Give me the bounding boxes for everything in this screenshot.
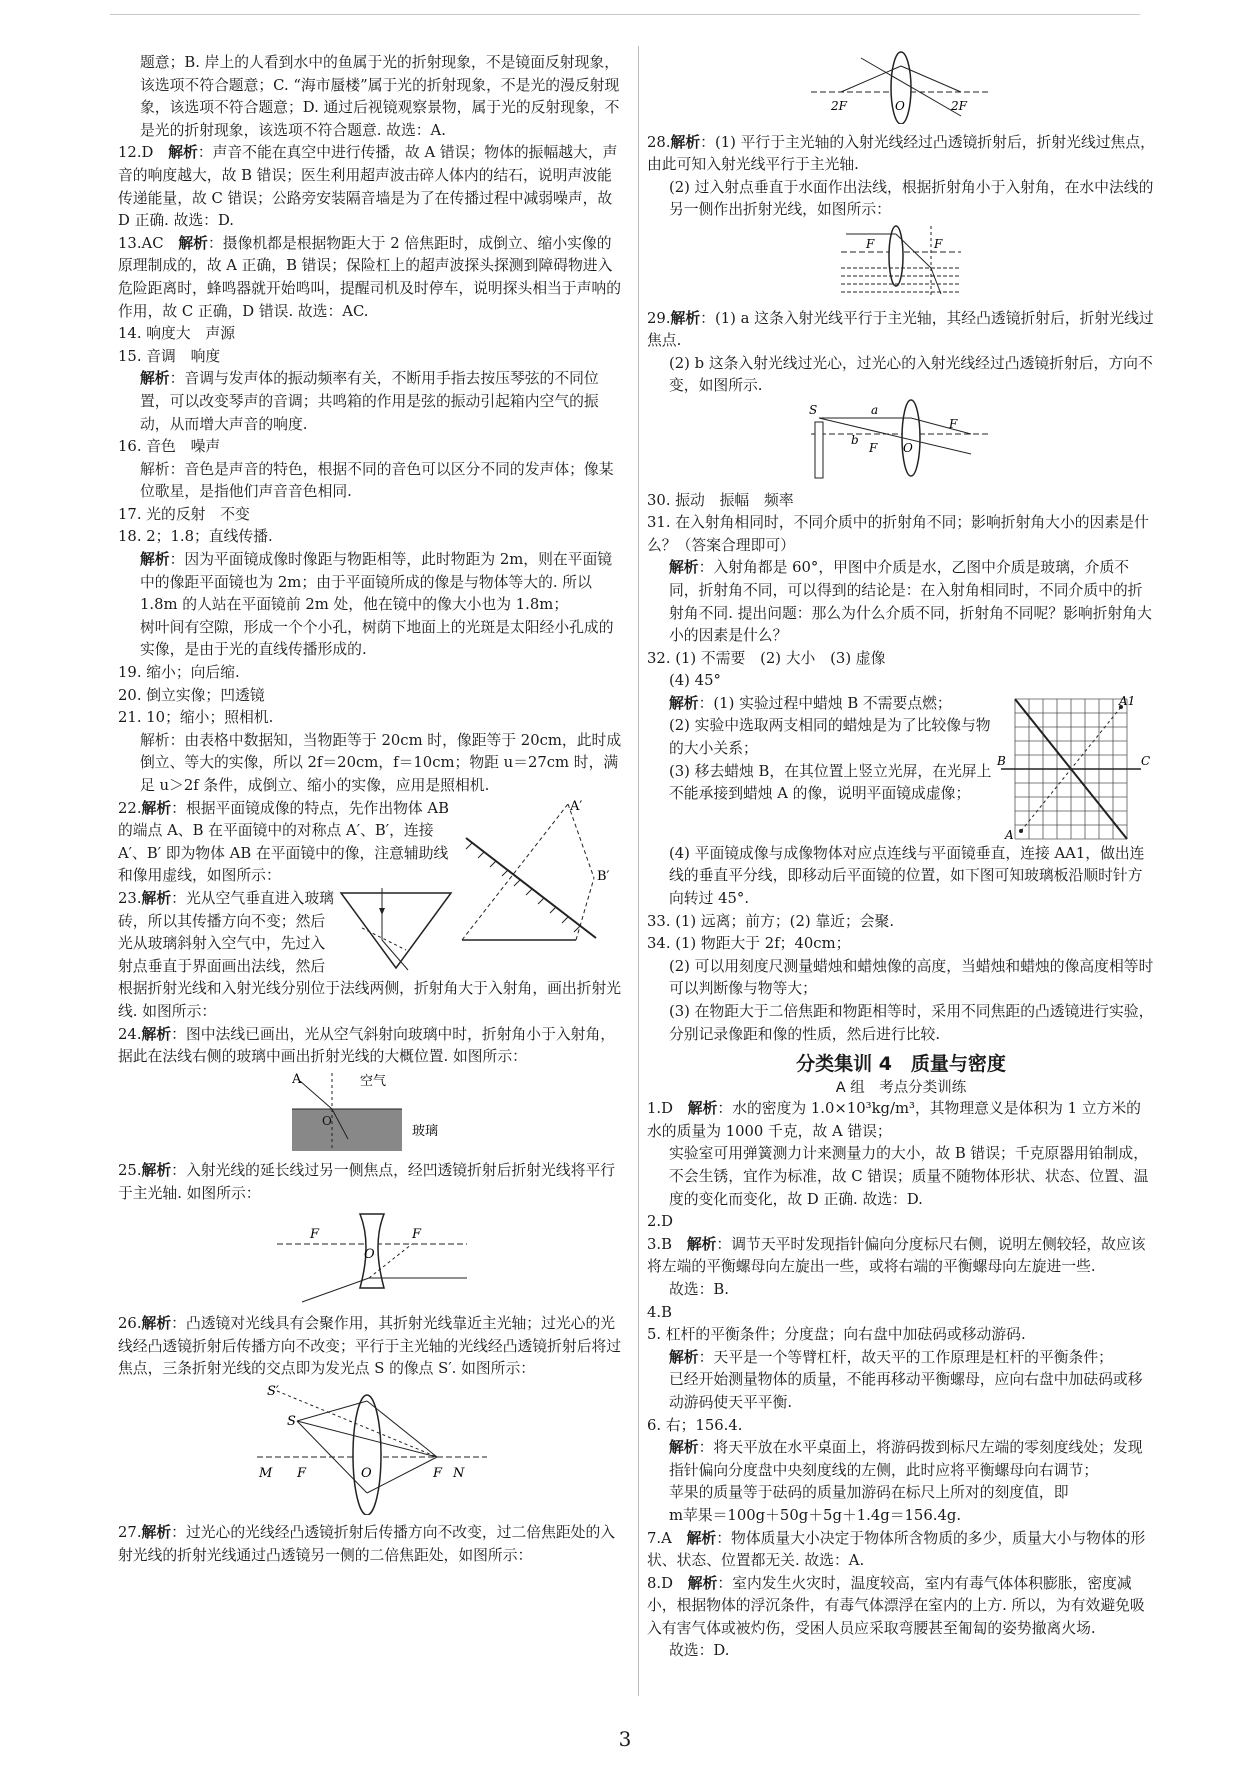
- analysis-label: 解析: [141, 1315, 172, 1333]
- answer-13-number: 13.AC: [118, 234, 164, 252]
- label-a: A: [1005, 827, 1014, 842]
- fig27-wrap: [647, 48, 1155, 132]
- answer-29: [647, 308, 1155, 353]
- label-f-right: F: [412, 1226, 422, 1242]
- answer-32-analysis-3: (3) 移去蜡烛 B，在其位置上竖立光屏，在光屏上不能承接到蜡烛 A 的像，说明平面镜成虚像；: [669, 762, 992, 803]
- mass-answer-6-analysis-2: 苹果的质量等于砝码的质量加游码在标尺上所对的刻度值，即: [669, 1484, 1069, 1502]
- incident-ray: [302, 1278, 369, 1302]
- label-o: O: [364, 1246, 375, 1262]
- refracted-ray-water: [931, 268, 941, 294]
- label-2f-right: 2F: [951, 99, 967, 113]
- analysis-label: 解析: [141, 1162, 172, 1180]
- answer-13: [118, 233, 626, 323]
- answer-15: 15. 音调 响度: [118, 347, 221, 365]
- convex-lens-image-figure: [237, 1381, 507, 1515]
- label-f-right: F: [934, 236, 943, 251]
- label-ray-b: b: [851, 432, 859, 447]
- answer-30: 30. 振动 振幅 频率: [647, 491, 794, 509]
- convex-lens: [891, 52, 911, 124]
- answer-12-text: ：声音不能在真空中进行传播，故 A 错误；物体的振幅越大，声音的响度越大，故 B 错误；医生利用超声波击碎人体内的结石，说明声波能传递能量，故 C 错误；公路旁安装隔音墙是为了在传播过程中减弱噪声，故 D 正确. 故选：D.: [118, 144, 618, 230]
- left-column: [118, 52, 626, 1568]
- candle: [815, 422, 823, 478]
- analysis-label: 解析: [141, 1025, 172, 1043]
- answer-15-text: ：音调与发声体的振动频率有关，不断用手指去按压琴弦的不同位置，可以改变琴声的音调；共鸣箱的作用是弦的振动引起箱内空气的振动，从而增大声音的响度.: [140, 370, 599, 433]
- analysis-label: 解析: [686, 1529, 717, 1547]
- answer-27: [118, 1522, 626, 1567]
- answer-13-text: ：摄像机都是根据物距大于 2 倍焦距时，成倒立、缩小实像的原理制成的，故 A 正确，B 错误；保险杠上的超声波探头探测到障碍物进入危险距离时，蜂鸣器就开始鸣叫，提醒司机及时停车，说明探头相当于声呐的作用，故 C 正确，D 错误. 故选：AC.: [118, 234, 622, 320]
- mass-answer-7-number: 7.A: [647, 1529, 672, 1547]
- answer-33: 33. (1) 远离；前方；(2) 靠近；会聚.: [647, 912, 895, 930]
- label-f-left: F: [297, 1465, 307, 1481]
- mass-answer-1: [647, 1098, 1155, 1143]
- mass-answer-6-analysis: [647, 1437, 1155, 1482]
- answer-34-analysis-2: (2) 可以用刻度尺测量蜡烛和蜡烛像的高度，当蜡烛和蜡烛的像高度相等时可以判断像与物等大；: [669, 957, 1154, 998]
- ray-through-center: [861, 58, 961, 116]
- answer-24-text: ：图中法线已画出，光从空气斜射向玻璃中时，折射角小于入射角，据此在法线右侧的玻璃中画出折射光线的大概位置. 如图所示：: [118, 1025, 616, 1066]
- label-f-left: F: [866, 236, 875, 251]
- answer-27-number: 27.: [118, 1524, 142, 1542]
- answer-21-analysis: 解析：由表格中数据知，当物距等于 20cm 时，像距等于 20cm，此时成倒立、等大的实像，所以 2f＝20cm，f＝10cm；物距 u＝27cm 时，满足 u＞2f 条件，成倒立、缩小的实像，应用是照相机.: [140, 731, 622, 794]
- answer-25-text: ：入射光线的延长线过另一侧焦点，经凹透镜折射后折射光线将平行于主光轴. 如图所示：: [118, 1162, 616, 1202]
- analysis-label: 解析: [687, 1574, 718, 1592]
- answer-18: 18. 2；1.8；直线传播.: [118, 528, 273, 546]
- mass-answer-1-analysis-2: 实验室可用弹簧测力计来测量力的大小，故 B 错误；千克原器用铂制成，不会生锈，宜作为标准，故 C 错误；质量不随物体形状、状态、位置、温度的变化而变化，故 D 正确. 故选：D.: [669, 1145, 1149, 1208]
- analysis-label: 解析: [687, 1100, 718, 1118]
- plane-mirror-figure: [456, 798, 626, 948]
- answer-31-text: ：入射角都是 60°，甲图中介质是水，乙图中介质是玻璃，介质不同，折射角不同，可以得到的结论是：在入射角相同时，不同介质中的折射角不同. 提出问题：那么为什么介质不同，折射角不同呢？影响折射角大小的因素是什么？: [669, 559, 1152, 645]
- page-top-rule: [110, 14, 1140, 15]
- answer-32-4: (4) 45°: [669, 672, 721, 690]
- label-b-prime: B′: [597, 868, 610, 884]
- answer-32-text-1: ：(1) 实验过程中蜡烛 B 不需要点燃；: [698, 694, 952, 712]
- right-column: [647, 48, 1155, 1663]
- mass-answer-5: 5. 杠杆的平衡条件；分度盘；向右盘中加砝码或移动游码.: [647, 1326, 1026, 1344]
- label-a1: A1: [1119, 693, 1136, 708]
- glass-prism-figure: [336, 888, 456, 974]
- mass-answer-3: [647, 1234, 1155, 1279]
- answer-28-analysis-2: (2) 过入射点垂直于水面作出法线，根据折射角小于入射角，在水中法线的另一侧作出折射光线，如图所示：: [669, 178, 1154, 219]
- answer-28-text: ：(1) 平行于主光轴的入射光线经过凸透镜折射后，折射光线过焦点，由此可知入射光线平行于主光轴.: [647, 133, 1155, 174]
- glass-block: [292, 1109, 402, 1151]
- label-o: O: [895, 99, 905, 113]
- answer-18-analysis: [118, 549, 626, 617]
- answer-32-analysis-2: (2) 实验中选取两支相同的蜡烛是为了比较像与物的大小关系；: [669, 717, 991, 758]
- mass-answer-7-text: ：物体质量大小决定于物体所含物质的多少，质量大小与物体的形状、状态、位置都无关. 故选：A.: [647, 1529, 1146, 1570]
- label-s: S: [287, 1413, 296, 1429]
- answer-27-text: ：过光心的光线经凸透镜折射后传播方向不改变，过二倍焦距处的入射光线的折射光线通过凸透镜另一侧的二倍焦距处，如图所示：: [118, 1524, 616, 1565]
- label-2f-left: 2F: [831, 99, 847, 113]
- mass-answer-3-text: ：调节天平时发现指针偏向分度标尺右侧，说明左侧较轻，故应该将左端的平衡螺母向左旋出一些，或将右端的平衡螺母向左旋进一些.: [647, 1235, 1146, 1276]
- column-divider: [638, 46, 639, 1696]
- label-glass: 玻璃: [412, 1123, 439, 1139]
- label-s-prime: S′: [267, 1383, 279, 1399]
- label-a-prime: A′: [570, 798, 583, 814]
- answer-29-analysis-2: (2) b 这条入射光线过光心，过光心的入射光线经过凸透镜折射后，方向不变，如图所示.: [669, 354, 1153, 395]
- answer-23-text: ：光从空气垂直进入玻璃砖，所以其传播方向不变；然后光从玻璃斜射入空气中，先过入射点垂直于界面画出法线，然后根据折射光线和入射光线分别位于法线两侧，折射角大于入射角，画出折射光线. 如图所示：: [118, 889, 622, 1020]
- convex-lens: [889, 226, 903, 286]
- mass-answer-8-number: 8.D: [647, 1574, 673, 1592]
- candle-lens-figure: [801, 398, 1001, 482]
- answer-17: 17. 光的反射 不变: [118, 505, 250, 523]
- concave-lens-figure: [272, 1206, 472, 1306]
- label-f-left: F: [869, 440, 878, 455]
- answer-25: [118, 1160, 626, 1205]
- convex-lens: [353, 1395, 381, 1515]
- analysis-label: 解析: [669, 1439, 699, 1457]
- mass-answer-1-number: 1.D: [647, 1100, 673, 1118]
- answer-12-number: 12.D: [118, 144, 154, 162]
- mass-answer-6-formula: m苹果＝100g＋50g＋5g＋1.4g＝156.4g.: [669, 1506, 962, 1524]
- grid-mirror-figure: [995, 693, 1155, 843]
- mass-answer-4: 4.B: [647, 1303, 672, 1321]
- image-a-prime-b-prime: [568, 804, 594, 878]
- answer-28-number: 28.: [647, 133, 671, 151]
- analysis-label: 解析: [669, 559, 699, 577]
- answer-12: [118, 142, 626, 232]
- answer-24: [118, 1024, 626, 1069]
- answer-29-text: ：(1) a 这条入射光线平行于主光轴，其经凸透镜折射后，折射光线过焦点.: [647, 309, 1154, 350]
- section-title: 分类集训 4 质量与密度: [796, 1053, 1006, 1076]
- answer-15-analysis: [118, 368, 626, 436]
- answer-24-number: 24.: [118, 1025, 142, 1043]
- analysis-label: 解析: [669, 694, 699, 712]
- mass-answer-6-text: ：将天平放在水平桌面上，将游码拨到标尺左端的零刻度线处；发现指针偏向分度盘中央刻度线的左侧，此时应将平衡螺母向右调节；: [669, 1439, 1143, 1479]
- mass-answer-2: 2.D: [647, 1213, 673, 1231]
- label-air: 空气: [360, 1073, 387, 1089]
- answer-22-number: 22.: [118, 799, 142, 817]
- analysis-label: 解析: [670, 133, 701, 151]
- fig26-wrap: [118, 1381, 626, 1523]
- answer-34: 34. (1) 物距大于 2f；40cm；: [647, 935, 851, 953]
- answer-22-text: ：根据平面镜成像的特点，先作出物体 AB 的端点 A、B 在平面镜中的对称点 A′、B′，连接 A′、B′ 即为物体 AB 在平面镜中的像，注意辅助线和像用虚线，如图所示：: [118, 799, 449, 885]
- label-s: S: [809, 402, 818, 417]
- label-b: B: [997, 753, 1006, 768]
- mass-answer-8-text: ：室内发生火灾时，温度较高，室内有毒气体体积膨胀，密度减小，根据物体的浮沉条件，有毒气体漂浮在室内的上方. 所以，为有效避免吸入有害气体或被灼伤，受困人员应采取弯腰甚至匍匐的姿势撤离火场.: [647, 1574, 1145, 1637]
- label-o: O: [903, 440, 913, 455]
- label-ray-a: a: [871, 402, 879, 417]
- answer-18-analysis-2: 树叶间有空隙，形成一个个小孔，树荫下地面上的光斑是太阳经小孔成的实像，是由于光的直线传播形成的.: [140, 618, 614, 659]
- answer-34-analysis-3: (3) 在物距大于二倍焦距和物距相等时，采用不同焦距的凸透镜进行实验，分别记录像距和像的性质，然后进行比较.: [669, 1003, 1154, 1043]
- analysis-label: 解析: [670, 309, 701, 327]
- label-f-right: F: [949, 416, 958, 431]
- answer-16: 16. 音色 噪声: [118, 438, 221, 456]
- mass-answer-7: [647, 1528, 1155, 1573]
- label-a: A: [292, 1071, 302, 1087]
- mass-answer-5-analysis: [647, 1347, 1155, 1370]
- answer-18-text: ：因为平面镜成像时像距与物距相等，此时物距为 2m，则在平面镜中的像距平面镜也为 2m；由于平面镜所成的像是与物体等大的. 所以 1.8m 的人站在平面镜前 2m 处，他在镜中的像大小也为 1.8m；: [140, 551, 613, 614]
- mass-answer-8: [647, 1573, 1155, 1641]
- answer-32-block: [647, 693, 1155, 842]
- answer-29-number: 29.: [647, 309, 671, 327]
- answer-20: 20. 倒立实像；凹透镜: [118, 686, 265, 704]
- mirror-line: [466, 838, 596, 938]
- answer-22-block: [118, 798, 626, 888]
- label-o: O: [361, 1465, 372, 1481]
- mass-answer-8-analysis-2: 故选：D.: [669, 1642, 730, 1660]
- answer-11-continued: 题意；B. 岸上的人看到水中的鱼属于光的折射现象，不是镜面反射现象，该选项不符合题意；C. “海市蜃楼”属于光的折射现象，不是光的漫反射现象，该选项不符合题意；D. 通过后视镜观察景物，属于光的反射现象，不是光的折射现象，该选项不符合题意. 故选：A.: [140, 54, 620, 139]
- label-c: C: [1141, 753, 1151, 768]
- mass-answer-3-number: 3.B: [647, 1235, 672, 1253]
- mass-answer-1-text: ：水的密度为 1.0×10³kg/m³，其物理意义是体积为 1 立方米的水的质量为 1000 千克，故 A 错误；: [647, 1100, 1141, 1140]
- analysis-label: 解析: [141, 1524, 172, 1542]
- mass-answer-5-text: ：天平是一个等臂杠杆，故天平的工作原理是杠杆的平衡条件；: [698, 1348, 1113, 1366]
- fig28-wrap: [647, 222, 1155, 308]
- label-f-right: F: [433, 1465, 443, 1481]
- analysis-label: 解析: [140, 551, 170, 569]
- answer-26: [118, 1313, 626, 1381]
- mass-answer-3-analysis-2: 故选：B.: [669, 1280, 729, 1298]
- air-glass-refraction-figure: [272, 1069, 472, 1153]
- answer-21: 21. 10；缩小；照相机.: [118, 709, 274, 727]
- answer-32-analysis-4: (4) 平面镜成像与成像物体对应点连线与平面镜垂直，连接 AA1，做出连线的垂直平分线，即移动后平面镜的位置，如下图可知玻璃板沿顺时针方向转过 45°.: [669, 844, 1145, 908]
- answer-28: [647, 132, 1155, 177]
- fig24-wrap: [118, 1069, 626, 1161]
- answer-16-analysis: 解析：音色是声音的特色，根据不同的音色可以区分不同的发声体；像某位歌星，是指他们声音音色相同.: [140, 460, 614, 501]
- analysis-label: 解析: [168, 144, 198, 162]
- analysis-label: 解析: [178, 234, 208, 252]
- label-o: O: [322, 1113, 332, 1128]
- answer-14: 14. 响度大 声源: [118, 325, 236, 343]
- answer-26-number: 26.: [118, 1315, 142, 1333]
- answer-32: 32. (1) 不需要 (2) 大小 (3) 虚像: [647, 649, 886, 667]
- answer-25-number: 25.: [118, 1162, 142, 1180]
- analysis-label: 解析: [141, 889, 172, 907]
- label-m: M: [259, 1465, 273, 1481]
- incident-ray: [300, 1081, 332, 1109]
- analysis-label: 解析: [669, 1348, 699, 1366]
- page-number: 3: [618, 1727, 632, 1751]
- analysis-label: 解析: [140, 370, 170, 388]
- answer-31-analysis: [647, 557, 1155, 647]
- answer-26-text: ：凸透镜对光线具有会聚作用，其折射光线靠近主光轴；过光心的光线经凸透镜折射后传播方向不改变；平行于主光轴的光线经凸透镜折射后将过焦点，三条折射光线的交点即为发光点 S 的像点 S′. 如图所示：: [118, 1315, 622, 1378]
- label-f-left: F: [310, 1226, 320, 1242]
- analysis-label: 解析: [141, 799, 172, 817]
- answer-23-number: 23.: [118, 889, 142, 907]
- fig29-wrap: [647, 398, 1155, 490]
- auxiliary-line-a: [462, 804, 568, 940]
- analysis-label: 解析: [686, 1235, 717, 1253]
- convex-lens-2f-figure: [801, 48, 1001, 124]
- answer-19: 19. 缩小；向后缩.: [118, 664, 240, 682]
- mass-answer-6: 6. 右；156.4.: [647, 1416, 743, 1434]
- mass-answer-5-analysis-2: 已经开始测量物体的质量，不能再移动平衡螺母，应向右盘中加砝码或移动游码使天平平衡.: [669, 1371, 1143, 1411]
- fig25-wrap: [118, 1206, 626, 1314]
- lens-water-figure: [836, 222, 966, 300]
- label-n: N: [453, 1465, 465, 1481]
- answer-31: 31. 在入射角相同时，不同介质中的折射角不同；影响折射角大小的因素是什么？（答案合理即可）: [647, 514, 1149, 554]
- group-title: A 组 考点分类训练: [835, 1080, 967, 1097]
